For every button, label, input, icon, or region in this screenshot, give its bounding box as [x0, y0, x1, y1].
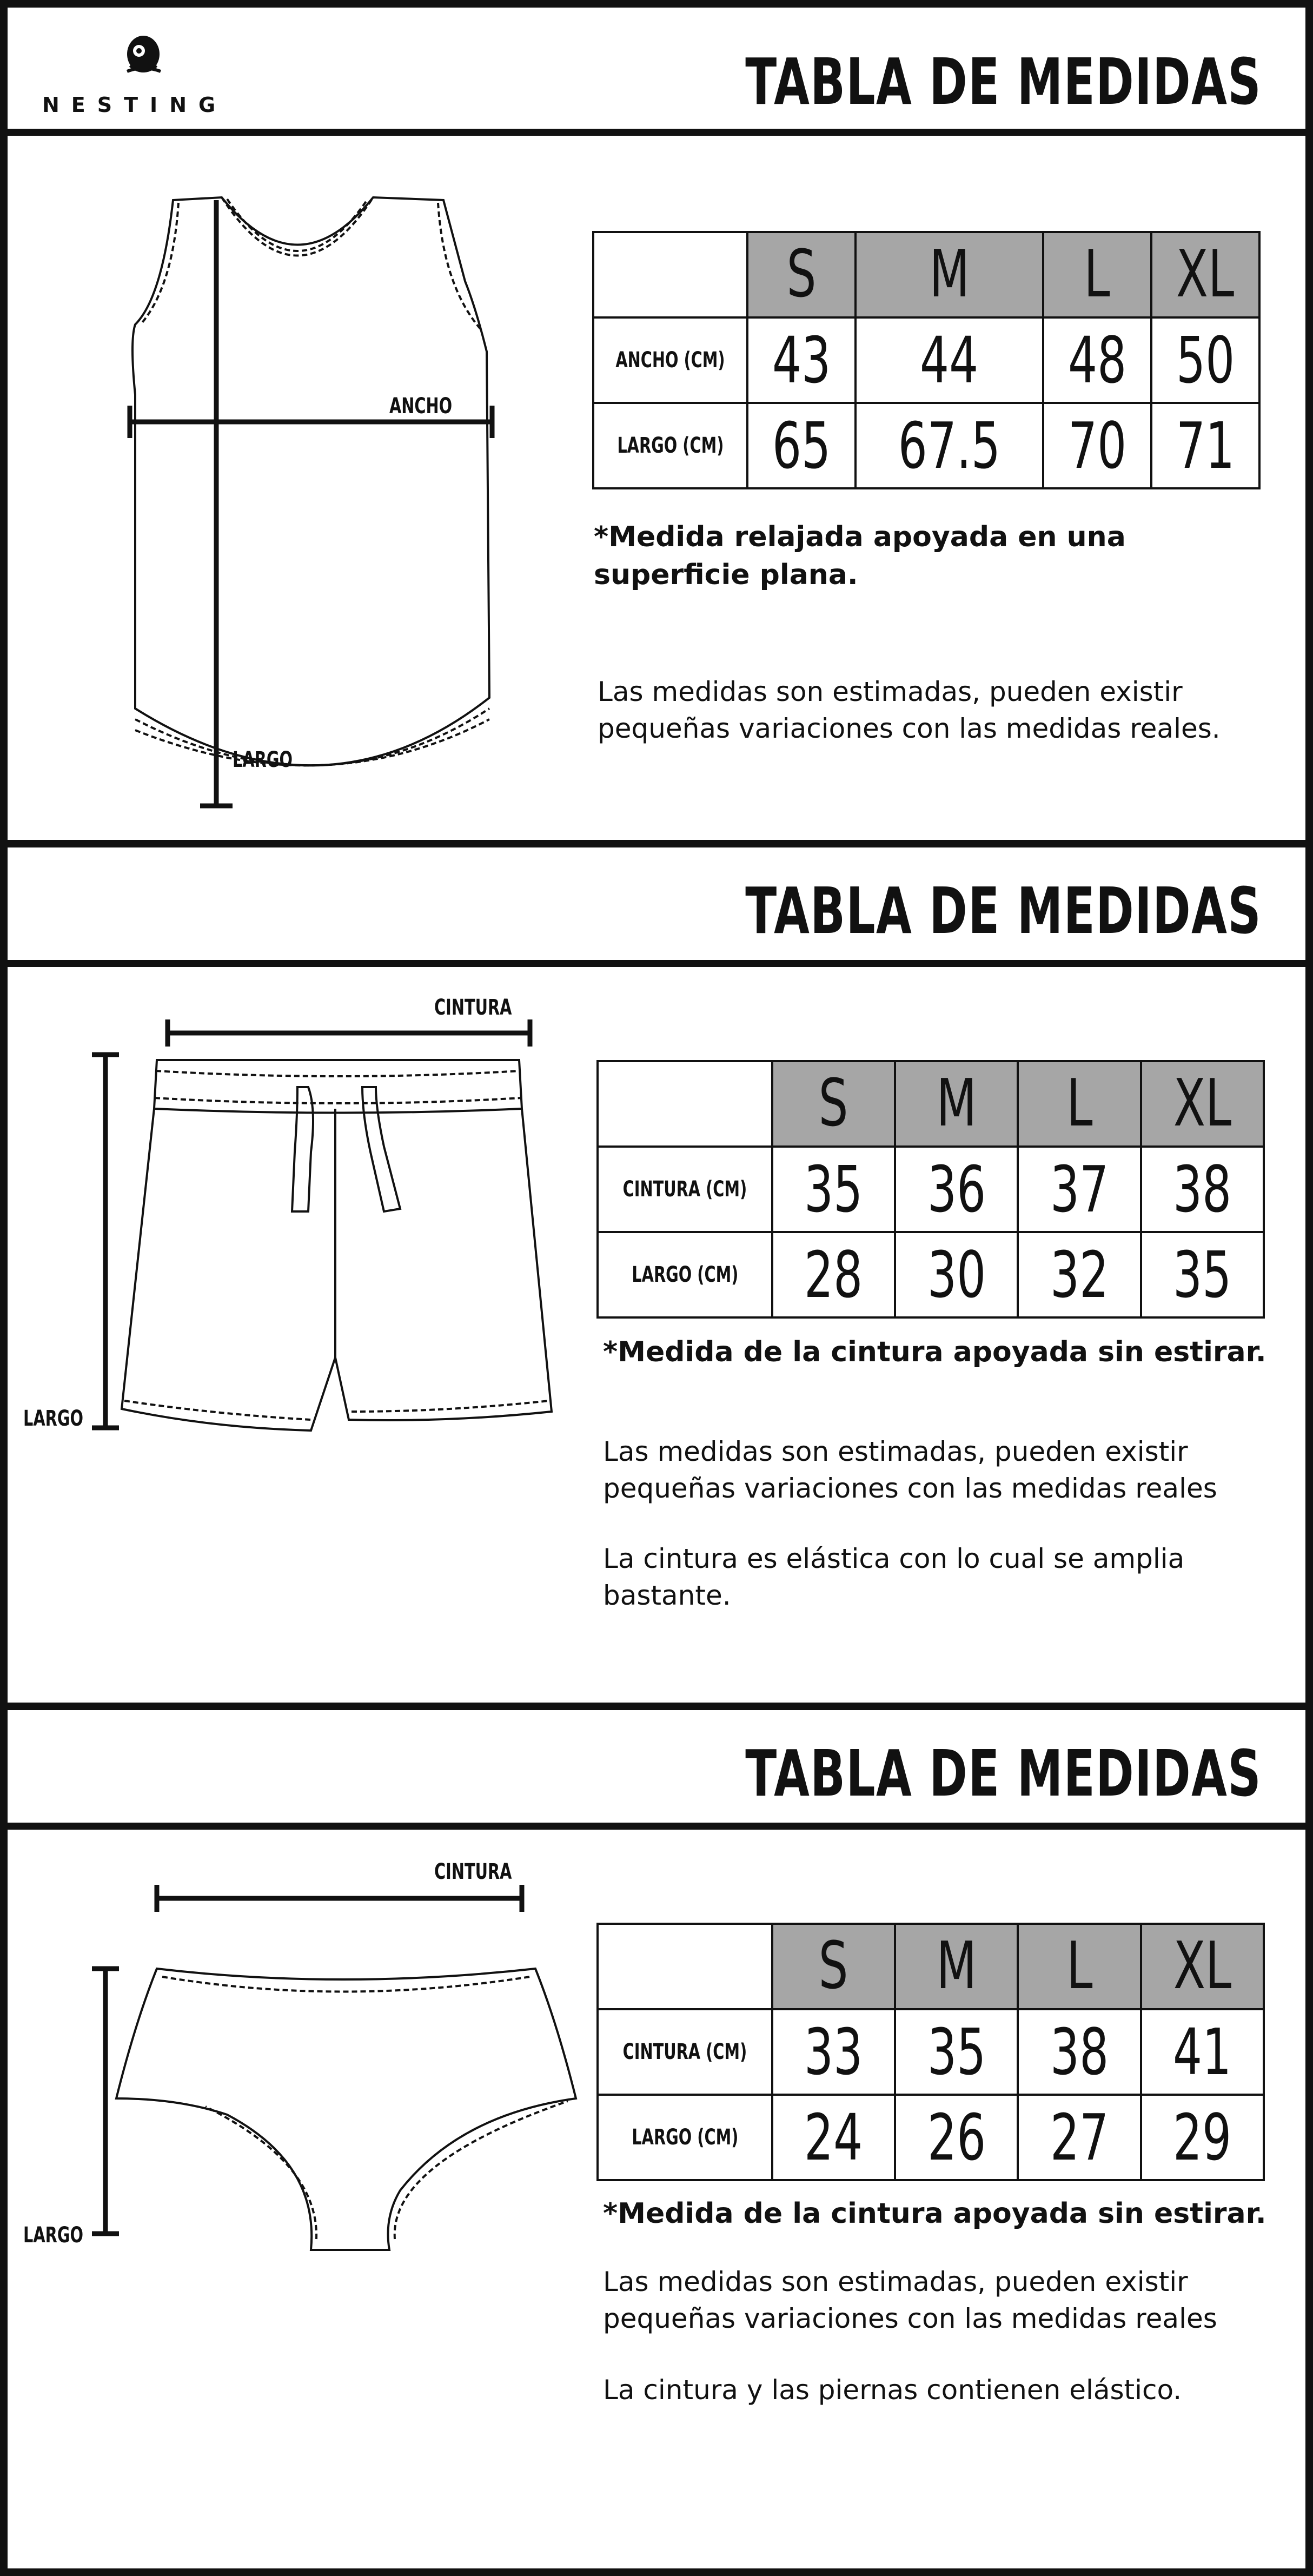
size-header: L: [1018, 1924, 1140, 2009]
size-header: L: [1043, 232, 1151, 317]
table-cell: 38: [1141, 1147, 1264, 1232]
waist-label: CINTURA: [434, 995, 512, 1020]
table-cell: 27: [1018, 2095, 1140, 2180]
size-header: M: [856, 232, 1043, 317]
measure-note: *Medida de la cintura apoyada sin estirar.: [603, 1336, 1266, 1368]
table-cell: 41: [1141, 2009, 1264, 2095]
table-cell: 32: [1018, 1232, 1140, 1317]
disclaimer-text: Las medidas son estimadas, pueden existir pequeñas variaciones con las medidas reales: [603, 1436, 1217, 1504]
table-cell: 30: [895, 1232, 1018, 1317]
table-cell: 37: [1018, 1147, 1140, 1232]
table-row: [593, 403, 1259, 488]
divider: [0, 960, 1313, 967]
divider: [0, 129, 1313, 136]
shorts-diagram: [16, 1001, 589, 1444]
row-label: ANCHO (CM): [593, 317, 747, 403]
table-cell: 38: [1018, 2009, 1140, 2095]
size-table-1: [592, 231, 1261, 489]
measure-note: *Medida relajada apoyada en una superficie plana.: [594, 521, 1126, 591]
table-row: [593, 317, 1259, 403]
table-corner: [598, 1924, 772, 2009]
length-label: LARGO: [23, 1406, 83, 1431]
divider: [0, 1703, 1313, 1710]
table-cell: 35: [895, 2009, 1018, 2095]
table-cell: 28: [772, 1232, 895, 1317]
size-table-3: [596, 1923, 1265, 2181]
table-cell: 71: [1151, 403, 1259, 488]
table-corner: [598, 1061, 772, 1147]
row-label: LARGO (CM): [598, 1232, 772, 1317]
row-label: LARGO (CM): [593, 403, 747, 488]
section-3-title: TABLA DE MEDIDAS: [745, 1736, 1262, 1811]
table-cell: 44: [856, 317, 1043, 403]
length-label: LARGO: [233, 747, 293, 772]
size-header: XL: [1141, 1924, 1264, 2009]
table-cell: 33: [772, 2009, 895, 2095]
disclaimer-text: Las medidas son estimadas, pueden existir pequeñas variaciones con las medidas reales: [603, 2266, 1217, 2334]
size-header: S: [772, 1061, 895, 1147]
divider: [0, 1823, 1313, 1830]
row-label: LARGO (CM): [598, 2095, 772, 2180]
table-row: [598, 1147, 1264, 1232]
row-label: CINTURA (CM): [598, 2009, 772, 2095]
size-header: S: [747, 232, 856, 317]
table-corner: [593, 232, 747, 317]
size-header: S: [772, 1924, 895, 2009]
table-cell: 35: [772, 1147, 895, 1232]
table-cell: 36: [895, 1147, 1018, 1232]
table-row: [598, 1232, 1264, 1317]
table-cell: 29: [1141, 2095, 1264, 2180]
section-1-title: TABLA DE MEDIDAS: [745, 44, 1262, 119]
table-cell: 70: [1043, 403, 1151, 488]
size-header: XL: [1141, 1061, 1264, 1147]
waist-label: CINTURA: [434, 1859, 512, 1884]
table-cell: 35: [1141, 1232, 1264, 1317]
table-cell: 65: [747, 403, 856, 488]
divider: [0, 840, 1313, 847]
table-cell: 43: [747, 317, 856, 403]
disclaimer-text: Las medidas son estimadas, pueden existir pequeñas variaciones con las medidas reales.: [598, 676, 1221, 744]
table-cell: 50: [1151, 317, 1259, 403]
size-header: M: [895, 1061, 1018, 1147]
section-2-title: TABLA DE MEDIDAS: [745, 873, 1262, 948]
table-cell: 48: [1043, 317, 1151, 403]
elastic-text: La cintura y las piernas contienen elástico.: [603, 2374, 1182, 2406]
row-label: CINTURA (CM): [598, 1147, 772, 1232]
table-cell: 24: [772, 2095, 895, 2180]
table-cell: 26: [895, 2095, 1018, 2180]
length-label: LARGO: [23, 2223, 83, 2248]
size-header: M: [895, 1924, 1018, 2009]
brand-name: NESTING: [42, 93, 228, 117]
table-row: [598, 2009, 1264, 2095]
briefs-diagram: [16, 1860, 589, 2272]
size-table-2: [596, 1060, 1265, 1319]
tank-top-diagram: [119, 189, 508, 822]
table-cell: 67.5: [856, 403, 1043, 488]
size-header: L: [1018, 1061, 1140, 1147]
table-row: [598, 2095, 1264, 2180]
size-header: XL: [1151, 232, 1259, 317]
elastic-text: La cintura es elástica con lo cual se amplia bastante.: [603, 1543, 1185, 1611]
width-label: ANCHO: [389, 394, 453, 419]
measure-note: *Medida de la cintura apoyada sin estirar.: [603, 2197, 1266, 2230]
